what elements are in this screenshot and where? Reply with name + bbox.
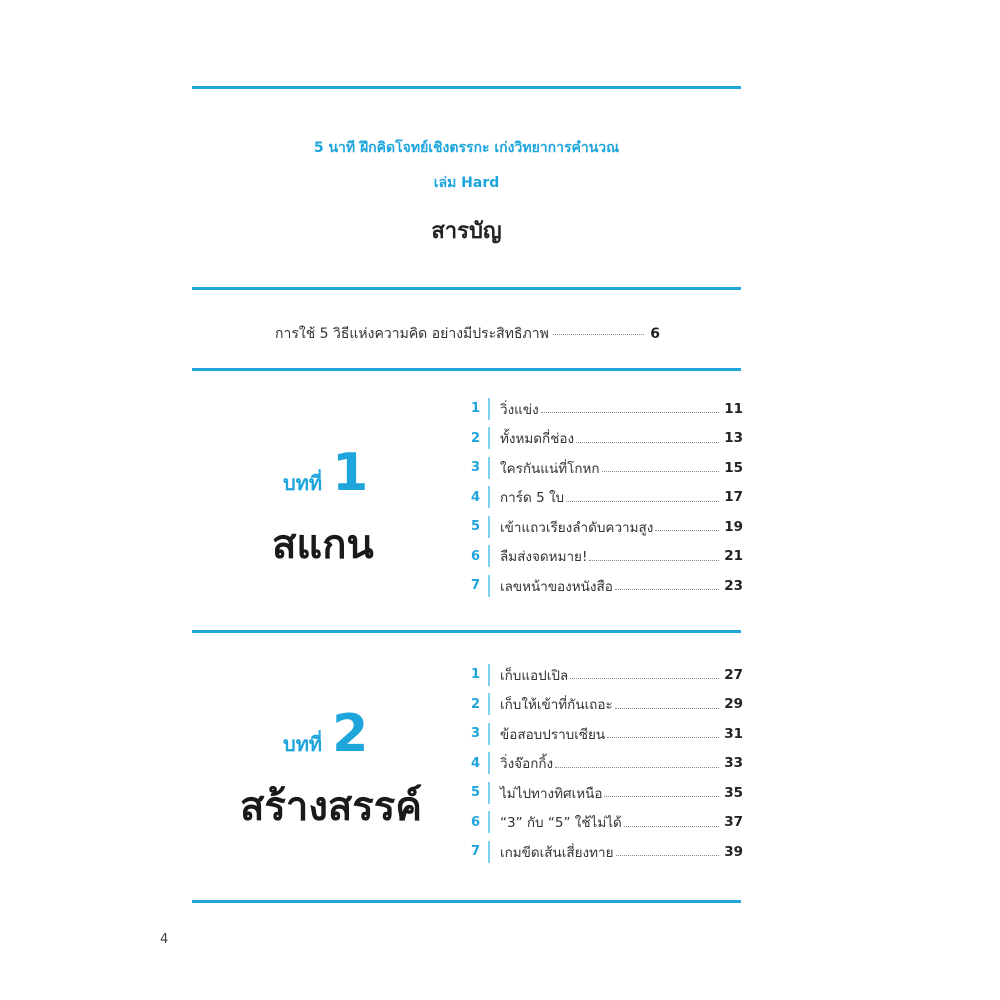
dot-leader (655, 530, 719, 531)
list-item[interactable] (463, 808, 743, 838)
intro-rule (192, 368, 741, 371)
list-item[interactable] (463, 660, 743, 690)
item-title: วิ่งแข่ง (500, 401, 539, 418)
item-page: 17 (724, 489, 743, 506)
book-title: 5 นาที ฝึกคิดโจทย์เชิงตรรกะ เก่งวิทยาการคำนวณ (313, 140, 620, 156)
item-number: 1 (470, 401, 481, 417)
item-divider (488, 841, 490, 863)
page-number: 4 (160, 932, 169, 947)
list-item[interactable] (463, 571, 743, 601)
item-title: การ์ด 5 ใบ (500, 490, 565, 507)
list-item[interactable] (463, 394, 743, 424)
volume-label: เล่ม Hard (433, 175, 500, 191)
item-number: 2 (470, 430, 481, 446)
item-divider (488, 398, 490, 420)
item-divider (488, 811, 490, 833)
item-divider (488, 782, 490, 804)
chapter-number: 2 (332, 704, 369, 764)
item-title: เก็บแอปเปิล (500, 667, 569, 684)
item-divider (488, 545, 490, 567)
item-divider (488, 752, 490, 774)
chapter-1-name: สแกน (272, 522, 374, 568)
chapter-word: บทที่ (283, 732, 323, 756)
list-item[interactable] (463, 749, 743, 779)
item-divider (488, 575, 490, 597)
dot-leader (615, 708, 719, 709)
item-divider (488, 427, 490, 449)
item-page: 33 (724, 755, 743, 772)
item-title: ใครกันแน่ที่โกหก (500, 460, 600, 477)
list-item[interactable] (463, 453, 743, 483)
item-title: เกมขีดเส้นเสี่ยงทาย (500, 844, 614, 861)
item-title: เลขหน้าของหนังสือ (500, 578, 613, 595)
list-item[interactable] (463, 690, 743, 720)
dot-leader (616, 855, 719, 856)
item-page: 31 (724, 725, 743, 742)
chapter-word: บทที่ (283, 471, 323, 495)
item-title: ข้อสอบปราบเซียน (500, 726, 606, 743)
list-item[interactable] (463, 483, 743, 513)
item-page: 35 (724, 784, 743, 801)
dot-leader (570, 678, 719, 679)
chapter-2-label (283, 704, 369, 764)
chapter-2-name: สร้างสรรค์ (240, 784, 423, 830)
chapter-1-list (463, 394, 743, 601)
chapter-number: 1 (332, 443, 369, 503)
item-number: 5 (470, 519, 481, 535)
item-divider (488, 664, 490, 686)
item-number: 3 (470, 460, 481, 476)
item-divider (488, 457, 490, 479)
item-title: ลืมส่งจดหมาย! (500, 549, 588, 566)
item-number: 1 (470, 667, 481, 683)
dot-leader (607, 737, 719, 738)
dot-leader (566, 501, 719, 502)
chapter-2-list (463, 660, 743, 867)
dot-leader (576, 442, 719, 443)
item-divider (488, 693, 490, 715)
item-divider (488, 723, 490, 745)
item-page: 29 (724, 696, 743, 713)
item-number: 5 (470, 785, 481, 801)
item-number: 4 (470, 755, 481, 771)
item-number: 4 (470, 489, 481, 505)
dot-leader (602, 471, 719, 472)
item-page: 39 (724, 843, 743, 860)
bottom-rule (192, 900, 741, 903)
item-page: 27 (724, 666, 743, 683)
item-number: 2 (470, 696, 481, 712)
item-page: 15 (724, 459, 743, 476)
item-number: 7 (470, 578, 481, 594)
intro-page: 6 (650, 326, 660, 342)
list-item[interactable] (463, 719, 743, 749)
item-number: 7 (470, 844, 481, 860)
dot-leader (553, 334, 644, 335)
item-title: เข้าแถวเรียงลำดับความสูง (500, 519, 654, 536)
list-item[interactable] (463, 424, 743, 454)
item-number: 3 (470, 726, 481, 742)
item-number: 6 (470, 548, 481, 564)
item-page: 11 (724, 400, 743, 417)
dot-leader (604, 796, 719, 797)
header-rule (192, 287, 741, 290)
item-page: 19 (724, 518, 743, 535)
item-divider (488, 486, 490, 508)
dot-leader (624, 826, 719, 827)
chapter-1-rule (192, 630, 741, 633)
top-rule (192, 86, 741, 89)
item-title: วิ่งจ๊อกกิ้ง (500, 756, 554, 773)
item-number: 6 (470, 814, 481, 830)
item-title: ไม่ไปทางทิศเหนือ (500, 785, 603, 802)
item-title: “3” กับ “5” ใช้ไม่ได้ (500, 815, 622, 832)
dot-leader (541, 412, 719, 413)
item-page: 37 (724, 814, 743, 831)
item-page: 21 (724, 548, 743, 565)
dot-leader (615, 589, 719, 590)
item-page: 23 (724, 577, 743, 594)
item-divider (488, 516, 490, 538)
dot-leader (555, 767, 719, 768)
intro-entry[interactable] (275, 323, 660, 345)
list-item[interactable] (463, 512, 743, 542)
list-item[interactable] (463, 778, 743, 808)
list-item[interactable] (463, 542, 743, 572)
dot-leader (589, 560, 719, 561)
toc-title: สารบัญ (431, 219, 502, 244)
list-item[interactable] (463, 837, 743, 867)
item-title: เก็บให้เข้าที่กันเถอะ (500, 697, 613, 714)
chapter-1-label (283, 443, 369, 503)
intro-label: การใช้ 5 วิธีแห่งความคิด อย่างมีประสิทธิภาพ (275, 326, 549, 342)
item-title: ทั้งหมดกี่ช่อง (500, 431, 575, 448)
item-page: 13 (724, 430, 743, 447)
